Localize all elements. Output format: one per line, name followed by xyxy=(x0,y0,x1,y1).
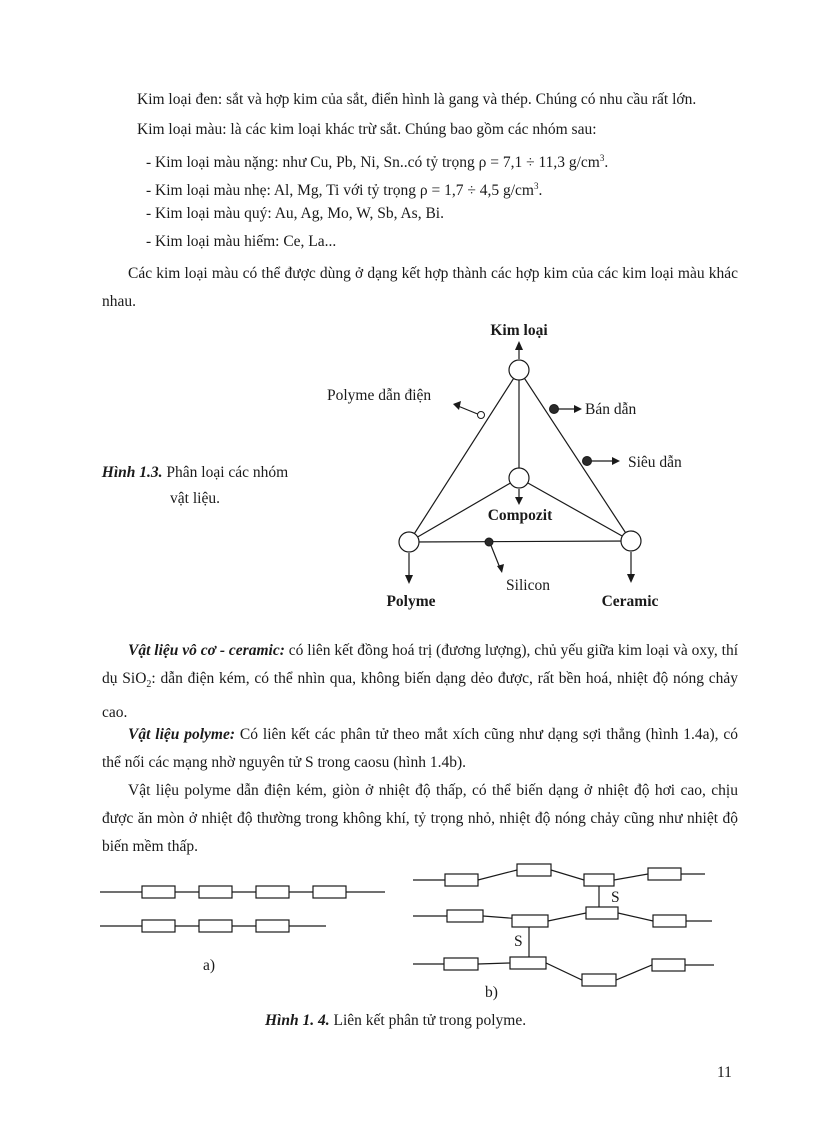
list-item: - Kim loại màu nặng: như Cu, Pb, Ni, Sn..có tỷ trọng ρ = 7,1 ÷ 11,3 $g/cm^3$. xyxy=(146,153,609,172)
chain-link xyxy=(142,920,175,932)
arrowhead-ceramic-icon xyxy=(627,574,635,583)
list-item: - Kim loại màu nhẹ: Al, Mg, Ti với tỷ trọng ρ = 1,7 ÷ 4,5 $g/cm^3$. xyxy=(146,181,543,200)
sulfur-label: S xyxy=(611,889,620,906)
figure-1-3-caption: Hình 1.3. Phân loại các nhóm vật liệu. xyxy=(101,464,289,507)
chain-link xyxy=(510,957,546,969)
arrowhead-conductive-polymer-icon xyxy=(453,401,461,410)
arrowhead-composite-icon xyxy=(515,497,523,505)
node-composite xyxy=(509,468,529,488)
polymer-paragraph: Vật liệu polyme: Có liên kết các phân tử theo mắt xích cũng như dạng sợi thẳng (hình 1.4a), có thể nối các mạng nhờ nguyên tử S trong caosu (hình 1.4b). xyxy=(102,726,738,771)
chain-link xyxy=(142,886,175,898)
chain-link xyxy=(199,920,232,932)
label-semiconductor: Bán dẫn xyxy=(585,401,637,418)
nonferrous-metal-line: Kim loại màu: là các kim loại khác trừ sắt. Chúng bao gồm các nhóm sau: xyxy=(137,121,597,138)
chain-link xyxy=(582,974,616,986)
label-superconductor: Siêu dẫn xyxy=(628,454,682,471)
arrowhead-semiconductor-icon xyxy=(574,405,582,413)
label-polymer: Polyme xyxy=(386,593,436,610)
label-silicon: Silicon xyxy=(506,577,550,594)
polymer-properties-paragraph: Vật liệu polyme dẫn điện kém, giòn ở nhiệt độ thấp, có thể biến dạng ở nhiệt độ hơi cao, chịu được ăn mòn ở nhiệt độ thường trong không khí, tỷ trọng nhỏ, nhiệt độ nóng chảy cũng như nhiệt độ biến mềm thấp. xyxy=(102,782,738,855)
chain-link xyxy=(445,874,478,886)
page-number: 11 xyxy=(717,1064,732,1081)
node-ceramic xyxy=(621,531,641,551)
dot-silicon xyxy=(485,538,493,546)
arrowhead-superconductor-icon xyxy=(612,457,620,465)
list-item: - Kim loại màu quý: Au, Ag, Mo, W, Sb, As, Bi. xyxy=(146,205,444,222)
dot-conductive-polymer xyxy=(478,412,485,419)
arrowhead-polymer-icon xyxy=(405,575,413,584)
chain-link xyxy=(648,868,681,880)
chain-link xyxy=(584,874,614,886)
label-metal: Kim loại xyxy=(490,322,548,339)
chain-link xyxy=(256,886,289,898)
label-conductive-polymer: Polyme dẫn điện xyxy=(327,387,432,404)
label-ceramic: Ceramic xyxy=(601,593,659,610)
arrow-conductive-polymer xyxy=(458,406,480,415)
chain-link xyxy=(586,907,618,919)
label-b: b) xyxy=(485,984,498,1001)
label-composite: Compozit xyxy=(487,507,553,524)
arrow-silicon xyxy=(490,543,500,568)
ceramic-paragraph: Vật liệu vô cơ - ceramic: có liên kết đồng hoá trị (đương lượng), chủ yếu giữa kim loại và oxy, thí dụ SiO$_2$: dẫn điện kém, có thể nhìn qua, không biến dạng dẻo được, rất bền hoá, nhiệt độ nóng chảy cao. xyxy=(102,642,738,722)
edge-polymer-ceramic xyxy=(409,541,631,542)
list-item: - Kim loại màu hiếm: Ce, La... xyxy=(146,233,337,250)
chain-link xyxy=(517,864,551,876)
chain-link xyxy=(652,959,685,971)
chain-link xyxy=(444,958,478,970)
figure-1-4a-chains xyxy=(100,886,385,932)
arrowhead-silicon-icon xyxy=(497,564,504,573)
chain-link xyxy=(653,915,686,927)
ferrous-metal-line: Kim loại đen: sắt và hợp kim của sắt, điển hình là gang và thép. Chúng có nhu cầu rất lớn. xyxy=(137,91,697,108)
label-a: a) xyxy=(203,957,216,974)
alloys-paragraph: Các kim loại màu có thể được dùng ở dạng kết hợp thành các hợp kim của các kim loại màu khác nhau. xyxy=(102,265,738,310)
dot-semiconductor xyxy=(550,405,559,414)
figure-1-4-caption: Hình 1. 4. Liên kết phân tử trong polyme. xyxy=(265,1012,527,1029)
chain-link xyxy=(199,886,232,898)
dot-superconductor xyxy=(583,457,592,466)
chain-link xyxy=(256,920,289,932)
chain-link xyxy=(447,910,483,922)
chain-link xyxy=(512,915,548,927)
node-metal xyxy=(509,360,529,380)
sulfur-label: S xyxy=(514,933,523,950)
chain-link xyxy=(313,886,346,898)
arrowhead-metal-icon xyxy=(515,341,523,350)
node-polymer xyxy=(399,532,419,552)
